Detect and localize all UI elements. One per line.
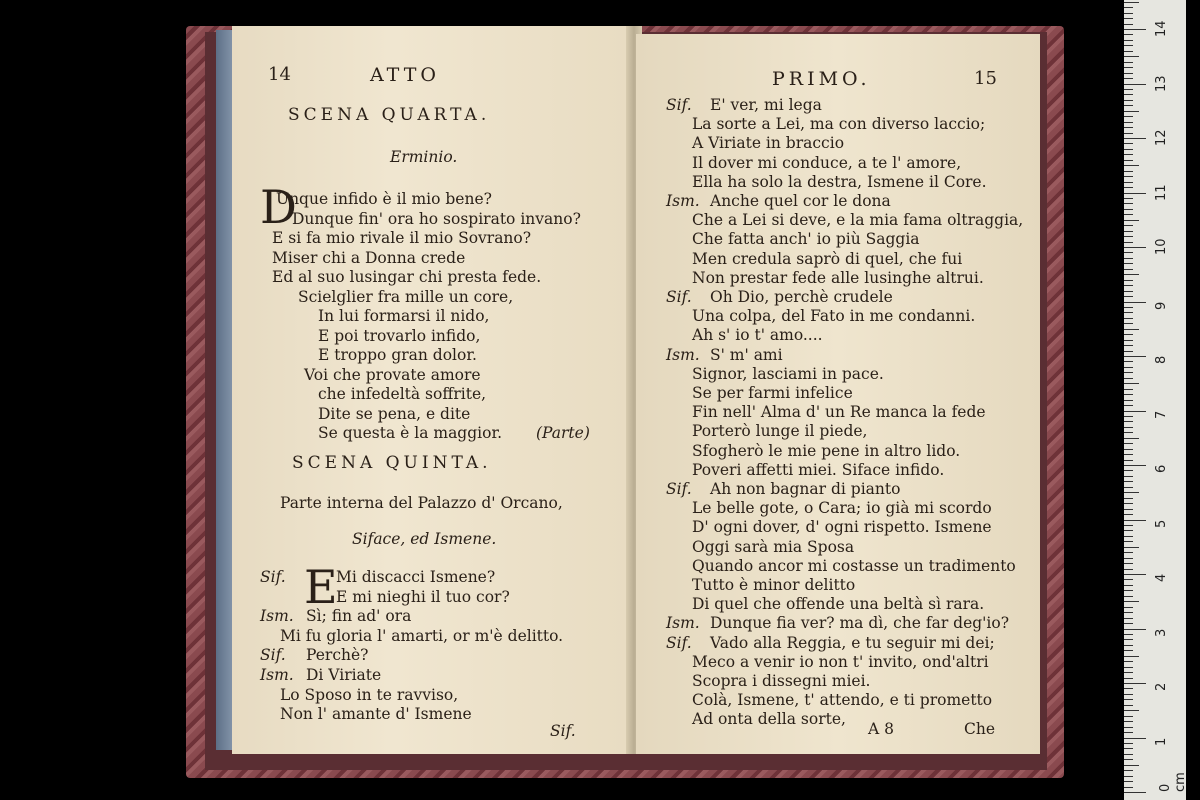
verse-line: E troppo gran dolor. xyxy=(318,346,477,364)
ruler-tick xyxy=(1124,84,1146,85)
ruler-tick xyxy=(1124,100,1133,101)
signature-mark: A 8 xyxy=(868,720,894,738)
dialogue-line: Oh Dio, perchè crudele xyxy=(710,288,893,306)
ruler-tick xyxy=(1124,601,1139,602)
dialogue-line: E' ver, mi lega xyxy=(710,96,822,114)
speaker-label: Ism. xyxy=(260,666,294,684)
dialogue-line: Quando ancor mi costasse un tradimento xyxy=(692,556,1016,575)
ruler-tick xyxy=(1124,323,1133,324)
dialogue-line: Ella ha solo la destra, Ismene il Core. xyxy=(692,172,987,191)
scene-setting: Parte interna del Palazzo d' Orcano, xyxy=(280,494,563,512)
ruler-tick xyxy=(1124,574,1146,575)
ruler-tick xyxy=(1124,280,1133,281)
ruler-tick xyxy=(1124,607,1133,608)
ruler-tick xyxy=(1124,776,1133,777)
speaker-label: Sif. xyxy=(666,480,692,498)
ruler-tick xyxy=(1124,683,1146,684)
ruler-tick xyxy=(1124,389,1133,390)
ruler-tick xyxy=(1124,792,1146,793)
ruler-tick xyxy=(1124,688,1133,689)
ruler-tick xyxy=(1124,291,1133,292)
ruler-tick xyxy=(1124,138,1146,139)
ruler-tick xyxy=(1124,541,1133,542)
ruler-tick xyxy=(1124,18,1133,19)
speaker-label: Ism. xyxy=(666,192,700,210)
ruler-tick xyxy=(1124,236,1133,237)
ruler-tick xyxy=(1124,340,1133,341)
ruler-tick xyxy=(1124,160,1133,161)
right-page xyxy=(636,34,1040,754)
ruler-tick xyxy=(1124,252,1133,253)
dialogue-line: Che a Lei si deve, e la mia fama oltraggia, xyxy=(692,211,1024,230)
ruler-tick xyxy=(1124,781,1133,782)
ruler-tick xyxy=(1124,285,1133,286)
ruler-tick xyxy=(1124,716,1133,717)
ruler-tick xyxy=(1124,596,1133,597)
ruler-tick xyxy=(1124,149,1133,150)
running-head: ATTO xyxy=(370,64,440,86)
ruler-tick xyxy=(1124,78,1133,79)
ruler-tick xyxy=(1124,182,1133,183)
ruler-tick xyxy=(1124,743,1133,744)
ruler-tick xyxy=(1124,476,1133,477)
ruler-tick xyxy=(1124,312,1133,313)
ruler-tick xyxy=(1124,220,1139,221)
ruler-tick xyxy=(1124,759,1133,760)
ruler-tick xyxy=(1124,748,1133,749)
ruler-number: 5 xyxy=(1154,519,1169,528)
ruler-tick xyxy=(1124,296,1133,297)
ruler-unit-label: 0 cm xyxy=(1158,772,1188,792)
dialogue-line: Di quel che offende una beltà sì rara. xyxy=(692,595,985,614)
dialogue-line: Mi discacci Ismene? xyxy=(336,568,496,586)
dialogue-line: A Viriate in braccio xyxy=(692,134,845,153)
ruler-tick xyxy=(1124,563,1133,564)
ruler-number: 4 xyxy=(1154,573,1169,582)
ruler-tick xyxy=(1124,634,1133,635)
drop-cap: D xyxy=(260,180,297,234)
dialogue-line: Men credula saprò di quel, che fui xyxy=(692,249,963,268)
ruler-tick xyxy=(1124,427,1133,428)
ruler-tick xyxy=(1124,405,1133,406)
ruler-tick xyxy=(1124,514,1133,515)
ruler-tick xyxy=(1124,460,1133,461)
ruler-tick xyxy=(1124,231,1133,232)
dialogue-line: S' m' ami xyxy=(710,345,783,364)
ruler-tick xyxy=(1124,51,1133,52)
ruler-tick xyxy=(1124,318,1133,319)
ruler-tick xyxy=(1124,372,1133,373)
ruler-tick xyxy=(1124,449,1133,450)
verse-line: Dunque fin' ora ho sospirato invano? xyxy=(292,209,581,228)
ruler-number: 9 xyxy=(1154,301,1169,310)
ruler-tick xyxy=(1124,29,1146,30)
ruler-tick xyxy=(1124,62,1133,63)
dialogue-line: Ah s' io t' amo.... xyxy=(692,326,823,345)
running-head: PRIMO. xyxy=(772,68,871,90)
speaker-label: Sif. xyxy=(666,633,692,652)
ruler-tick xyxy=(1124,487,1133,488)
ruler-number: 13 xyxy=(1154,74,1169,92)
ruler-tick xyxy=(1124,623,1133,624)
ruler-tick xyxy=(1124,400,1133,401)
ruler-tick xyxy=(1124,432,1133,433)
ruler-tick xyxy=(1124,247,1146,248)
ruler-tick xyxy=(1124,645,1133,646)
ruler-tick xyxy=(1124,263,1133,264)
verse-line: (Parte) xyxy=(536,424,590,442)
ruler-tick xyxy=(1124,334,1133,335)
verse-line: E poi trovarlo infido, xyxy=(318,326,481,345)
ruler-tick xyxy=(1124,269,1133,270)
ruler-number: 12 xyxy=(1154,129,1169,146)
verse-line: Ed al suo lusingar chi presta fede. xyxy=(272,268,542,286)
ruler-tick xyxy=(1124,367,1133,368)
dialogue-line: Di Viriate xyxy=(306,666,382,684)
ruler-tick xyxy=(1124,361,1133,362)
ruler-tick xyxy=(1124,416,1133,417)
ruler-tick xyxy=(1124,552,1133,553)
dialogue-line: Che fatta anch' io più Saggia xyxy=(692,230,920,249)
ruler-tick xyxy=(1124,94,1133,95)
speaker-label: Ism. xyxy=(666,345,700,364)
ruler-tick xyxy=(1124,7,1133,8)
ruler-number: 3 xyxy=(1154,628,1169,637)
ruler-tick xyxy=(1124,351,1133,352)
ruler-tick xyxy=(1124,530,1133,531)
dialogue-line: Il dover mi conduce, a te l' amore, xyxy=(692,153,962,172)
dialogue-line: Mi fu gloria l' amarti, or m'è delitto. xyxy=(280,626,564,645)
ruler-tick xyxy=(1124,258,1133,259)
ruler-tick xyxy=(1124,356,1146,357)
ruler-number: 11 xyxy=(1154,183,1169,201)
left-page xyxy=(232,26,632,754)
dialogue-line: Signor, lasciami in pace. xyxy=(692,364,884,383)
ruler-tick xyxy=(1124,787,1133,788)
ruler-tick xyxy=(1124,45,1133,46)
dialogue-line: D' ogni dover, d' ogni rispetto. Ismene xyxy=(692,518,992,537)
ruler-tick xyxy=(1124,302,1146,303)
ruler-tick xyxy=(1124,329,1139,330)
ruler-tick xyxy=(1124,454,1133,455)
ruler-number: 14 xyxy=(1154,20,1169,37)
ruler-tick xyxy=(1124,590,1133,591)
ruler-tick xyxy=(1124,225,1133,226)
ruler-number: 10 xyxy=(1154,238,1169,255)
dialogue-line: La sorte a Lei, ma con diverso laccio; xyxy=(692,115,986,134)
ruler-tick xyxy=(1124,612,1133,613)
dialogue-line: Scopra i dissegni miei. xyxy=(692,672,871,690)
verse-line: In lui formarsi il nido, xyxy=(318,307,490,325)
dialogue-line: Dunque fia ver? ma dì, che far deg'io? xyxy=(710,614,1010,633)
ruler-tick xyxy=(1124,770,1133,771)
drop-cap: E xyxy=(304,560,338,614)
dialogue-line: Non prestar fede alle lusinghe altrui. xyxy=(692,268,984,287)
verse-line: Voi che provate amore xyxy=(304,365,481,384)
dialogue-line: Colà, Ismene, t' attendo, e ti prometto xyxy=(692,691,993,710)
catchword: Che xyxy=(964,720,996,738)
dialogue-line: E mi nieghi il tuo cor? xyxy=(336,587,510,606)
ruler-tick xyxy=(1124,165,1139,166)
ruler-tick xyxy=(1124,721,1133,722)
verse-line: Dite se pena, e dite xyxy=(318,404,471,423)
ruler-tick xyxy=(1124,40,1133,41)
ruler-tick xyxy=(1124,569,1133,570)
ruler-tick xyxy=(1124,738,1146,739)
scene-title: SCENA QUINTA. xyxy=(292,453,492,473)
dialogue-line: Una colpa, del Fato in me condanni. xyxy=(692,307,976,326)
ruler-tick xyxy=(1124,209,1133,210)
ruler-tick xyxy=(1124,656,1139,657)
speaker-heading: Erminio. xyxy=(390,148,458,166)
ruler-tick xyxy=(1124,187,1133,188)
ruler-number: 2 xyxy=(1154,682,1169,691)
ruler-tick xyxy=(1124,421,1133,422)
ruler-tick xyxy=(1124,525,1133,526)
ruler-number: 7 xyxy=(1154,410,1169,419)
dialogue-line: Oggi sarà mia Sposa xyxy=(692,537,855,556)
ruler-tick xyxy=(1124,667,1133,668)
ruler-tick xyxy=(1124,694,1133,695)
speaker-label: Ism. xyxy=(260,607,294,626)
ruler-tick xyxy=(1124,383,1139,384)
ruler-tick xyxy=(1124,73,1133,74)
ruler-tick xyxy=(1124,710,1139,711)
ruler-tick xyxy=(1124,639,1133,640)
ruler-tick xyxy=(1124,678,1133,679)
dialogue-line: Anche quel cor le dona xyxy=(710,192,891,210)
ruler-tick xyxy=(1124,133,1133,134)
scene-characters: Siface, ed Ismene. xyxy=(352,530,497,548)
ruler-tick xyxy=(1124,345,1133,346)
dialogue-line: Poveri affetti miei. Siface infido. xyxy=(692,460,945,479)
speaker-label: Sif. xyxy=(666,96,692,114)
dialogue-line: Fin nell' Alma d' un Re manca la fede xyxy=(692,403,986,422)
ruler-tick xyxy=(1124,705,1133,706)
ruler-tick xyxy=(1124,127,1133,128)
ruler-tick xyxy=(1124,394,1133,395)
ruler-tick xyxy=(1124,171,1133,172)
page-number: 15 xyxy=(974,68,997,89)
ruler-tick xyxy=(1124,116,1133,117)
ruler-tick xyxy=(1124,203,1133,204)
dialogue-line: Tutto è minor delitto xyxy=(692,576,856,594)
ruler-tick xyxy=(1124,143,1133,144)
dialogue-line: Ad onta della sorte, xyxy=(692,710,846,729)
ruler-tick xyxy=(1124,481,1133,482)
ruler-tick xyxy=(1124,274,1139,275)
ruler-tick xyxy=(1124,13,1133,14)
ruler-tick xyxy=(1124,24,1133,25)
ruler-tick xyxy=(1124,443,1133,444)
ruler-tick xyxy=(1124,378,1133,379)
ruler-number: 8 xyxy=(1154,355,1169,364)
ruler-tick xyxy=(1124,111,1139,112)
measuring-ruler xyxy=(1124,0,1186,800)
ruler-tick xyxy=(1124,465,1146,466)
verse-line: Miser chi a Donna crede xyxy=(272,248,466,267)
ruler-tick xyxy=(1124,105,1133,106)
ruler-tick xyxy=(1124,699,1133,700)
ruler-tick xyxy=(1124,765,1139,766)
dialogue-line: Ah non bagnar di pianto xyxy=(710,480,901,498)
ruler-tick xyxy=(1124,558,1133,559)
ruler-tick xyxy=(1124,727,1133,728)
verse-line: Unque infido è il mio bene? xyxy=(276,190,492,208)
ruler-tick xyxy=(1124,2,1139,3)
ruler-tick xyxy=(1124,629,1146,630)
ruler-number: 1 xyxy=(1154,737,1169,746)
ruler-tick xyxy=(1124,536,1133,537)
ruler-tick xyxy=(1124,618,1133,619)
ruler-tick xyxy=(1124,154,1133,155)
ruler-number: 6 xyxy=(1154,464,1169,473)
ruler-tick xyxy=(1124,754,1133,755)
ruler-tick xyxy=(1124,89,1133,90)
scene-title: SCENA QUARTA. xyxy=(288,105,491,125)
ruler-tick xyxy=(1124,509,1133,510)
page-number: 14 xyxy=(268,64,291,85)
ruler-tick xyxy=(1124,503,1133,504)
ruler-tick xyxy=(1124,732,1133,733)
ruler-tick xyxy=(1124,193,1146,194)
ruler-tick xyxy=(1124,56,1139,57)
ruler-tick xyxy=(1124,34,1133,35)
ruler-tick xyxy=(1124,214,1133,215)
dialogue-line: Porterò lunge il piede, xyxy=(692,422,868,441)
ruler-tick xyxy=(1124,242,1133,243)
dialogue-line: Se per farmi infelice xyxy=(692,384,853,402)
ruler-tick xyxy=(1124,585,1133,586)
ruler-tick xyxy=(1124,498,1133,499)
speaker-label: Ism. xyxy=(666,614,700,633)
ruler-tick xyxy=(1124,661,1133,662)
dialogue-line: Perchè? xyxy=(306,646,369,665)
dialogue-line: Vado alla Reggia, e tu seguir mi dei; xyxy=(710,633,995,652)
verse-line: Scielglier fra mille un core, xyxy=(298,287,514,306)
ruler-tick xyxy=(1124,470,1133,471)
speaker-label: Sif. xyxy=(260,646,286,665)
ruler-tick xyxy=(1124,176,1133,177)
ruler-tick xyxy=(1124,492,1139,493)
dialogue-line: Sfogherò le mie pene in altro lido. xyxy=(692,441,961,460)
verse-line: E si fa mio rivale il mio Sovrano? xyxy=(272,229,532,247)
dialogue-line: Le belle gote, o Cara; io già mi scordo xyxy=(692,499,992,518)
dialogue-line: Non l' amante d' Ismene xyxy=(280,705,472,724)
dialogue-line: Sì; fin ad' ora xyxy=(306,607,412,626)
ruler-tick xyxy=(1124,672,1133,673)
verse-line: che infedeltà soffrite, xyxy=(318,385,487,403)
ruler-tick xyxy=(1124,122,1133,123)
ruler-tick xyxy=(1124,579,1133,580)
ruler-tick xyxy=(1124,438,1139,439)
ruler-tick xyxy=(1124,411,1146,412)
ruler-tick xyxy=(1124,650,1133,651)
dialogue-line: Lo Sposo in te ravviso, xyxy=(280,685,459,704)
speaker-label: Sif. xyxy=(260,568,286,586)
ruler-tick xyxy=(1124,198,1133,199)
ruler-tick xyxy=(1124,547,1139,548)
verse-line: Se questa è la maggior. xyxy=(318,424,503,442)
dialogue-line: Meco a venir io non t' invito, ond'altri xyxy=(692,652,989,671)
catchword: Sif. xyxy=(550,722,576,740)
ruler-tick xyxy=(1124,67,1133,68)
ruler-tick xyxy=(1124,520,1146,521)
ruler-tick xyxy=(1124,307,1133,308)
speaker-label: Sif. xyxy=(666,288,692,306)
